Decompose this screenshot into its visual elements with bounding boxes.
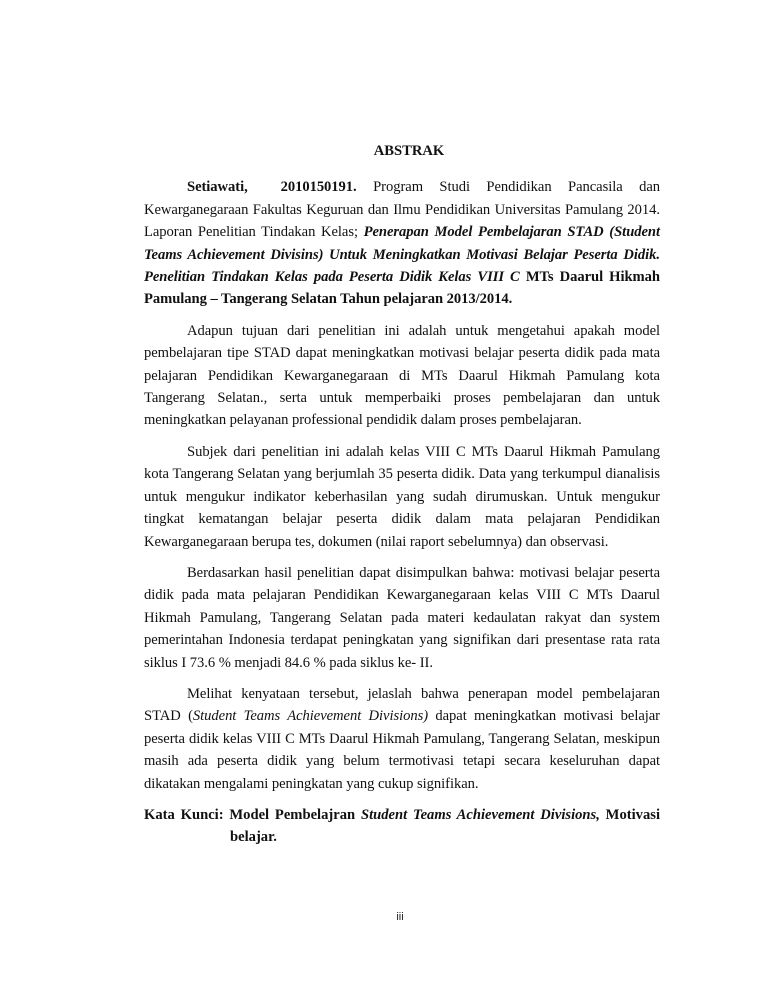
conclusion-paragraph bbox=[144, 683, 660, 795]
keywords-italic: Student Teams Achievement Divisions, bbox=[360, 806, 600, 823]
thesis-title: Penerapan Model Pembelajaran STAD (Student Teams Achievement Divisins) Untuk Meningkatkan Motivasi Belajar Peserta Didik. Penelitian Tindakan Kelas pada Peserta Didik Kelas VIII C bbox=[144, 224, 660, 286]
result-paragraph: Berdasarkan hasil penelitian dapat disimpulkan bahwa: motivasi belajar peserta didik pada mata pelajaran Pendidikan Kewarganegaraan kelas VIII C MTs Daarul Hikmah Pamulang, Tangerang Selatan pada materi kedaulatan rakyat dan system pemerintahan Indonesia terdapat peningkatan yang signifikan dari presentase rata rata siklus I 73.6 % menjadi 84.6 % pada siklus ke- II. bbox=[144, 564, 660, 671]
conclusion-text-1: Melihat kenyataan tersebut, jelaslah bahwa penerapan model pembelajaran STAD ( bbox=[144, 685, 660, 725]
page-number: iii bbox=[396, 911, 404, 923]
objective-paragraph: Adapun tujuan dari penelitian ini adalah untuk mengetahui apakah model pembelajaran tipe STAD dapat meningkatkan motivasi belajar peserta didik pada mata pelajaran Pendidikan Kewarganegaraan di MTs Daarul Hikmah Pamulang kota Tangerang Selatan., serta untuk memperbaiki proses pembelajaran dan untuk meningkatkan pelayanan professional pendidik dalam proses pembelajaran. bbox=[144, 322, 660, 429]
thesis-title-location: MTs Daarul Hikmah Pamulang – Tangerang Selatan Tahun pelajaran 2013/2014. bbox=[144, 269, 660, 308]
page-title: ABSTRAK bbox=[373, 143, 445, 159]
conclusion-text-2: dapat meningkatkan motivasi belajar peserta didik kelas VIII C MTs Daarul Hikmah Pamulang, Tangerang Selatan, meskipun masih ada peserta didik yang belum termotivasi tetapi secara keseluruhan dapat dikatakan mengalami peningkatan yang cukup signifikan. bbox=[144, 708, 660, 792]
author-name: Setiawati, bbox=[187, 179, 248, 196]
keywords bbox=[144, 804, 660, 849]
conclusion-italic: Student Teams Achievement Divisions) bbox=[192, 708, 429, 725]
keywords-label: Kata Kunci: Model Pembelajran bbox=[144, 806, 361, 823]
student-id: 2010150191. bbox=[280, 179, 357, 196]
abstract-page bbox=[144, 140, 660, 849]
intro-paragraph bbox=[144, 176, 660, 310]
program-text: Program Studi Pendidikan Pancasila dan Kewarganegaraan Fakultas Keguruan dan Ilmu Pendidikan Universitas Pamulang 2014. Laporan Penelitian Tindakan Kelas; bbox=[144, 179, 661, 241]
subject-paragraph: Subjek dari penelitian ini adalah kelas VIII C MTs Daarul Hikmah Pamulang kota Tangerang Selatan yang berjumlah 35 peserta didik. Data yang terkumpul dianalisis untuk mengukur indikator keberhasilan yang sudah dirumuskan. Untuk mengukur tingkat kematangan belajar peserta didik dalam mata pelajaran Pendidikan Kewarganegaraan berupa tes, dokumen (nilai raport sebelumnya) dan observasi. bbox=[144, 443, 660, 550]
keywords-rest: Motivasi belajar. bbox=[230, 806, 660, 846]
